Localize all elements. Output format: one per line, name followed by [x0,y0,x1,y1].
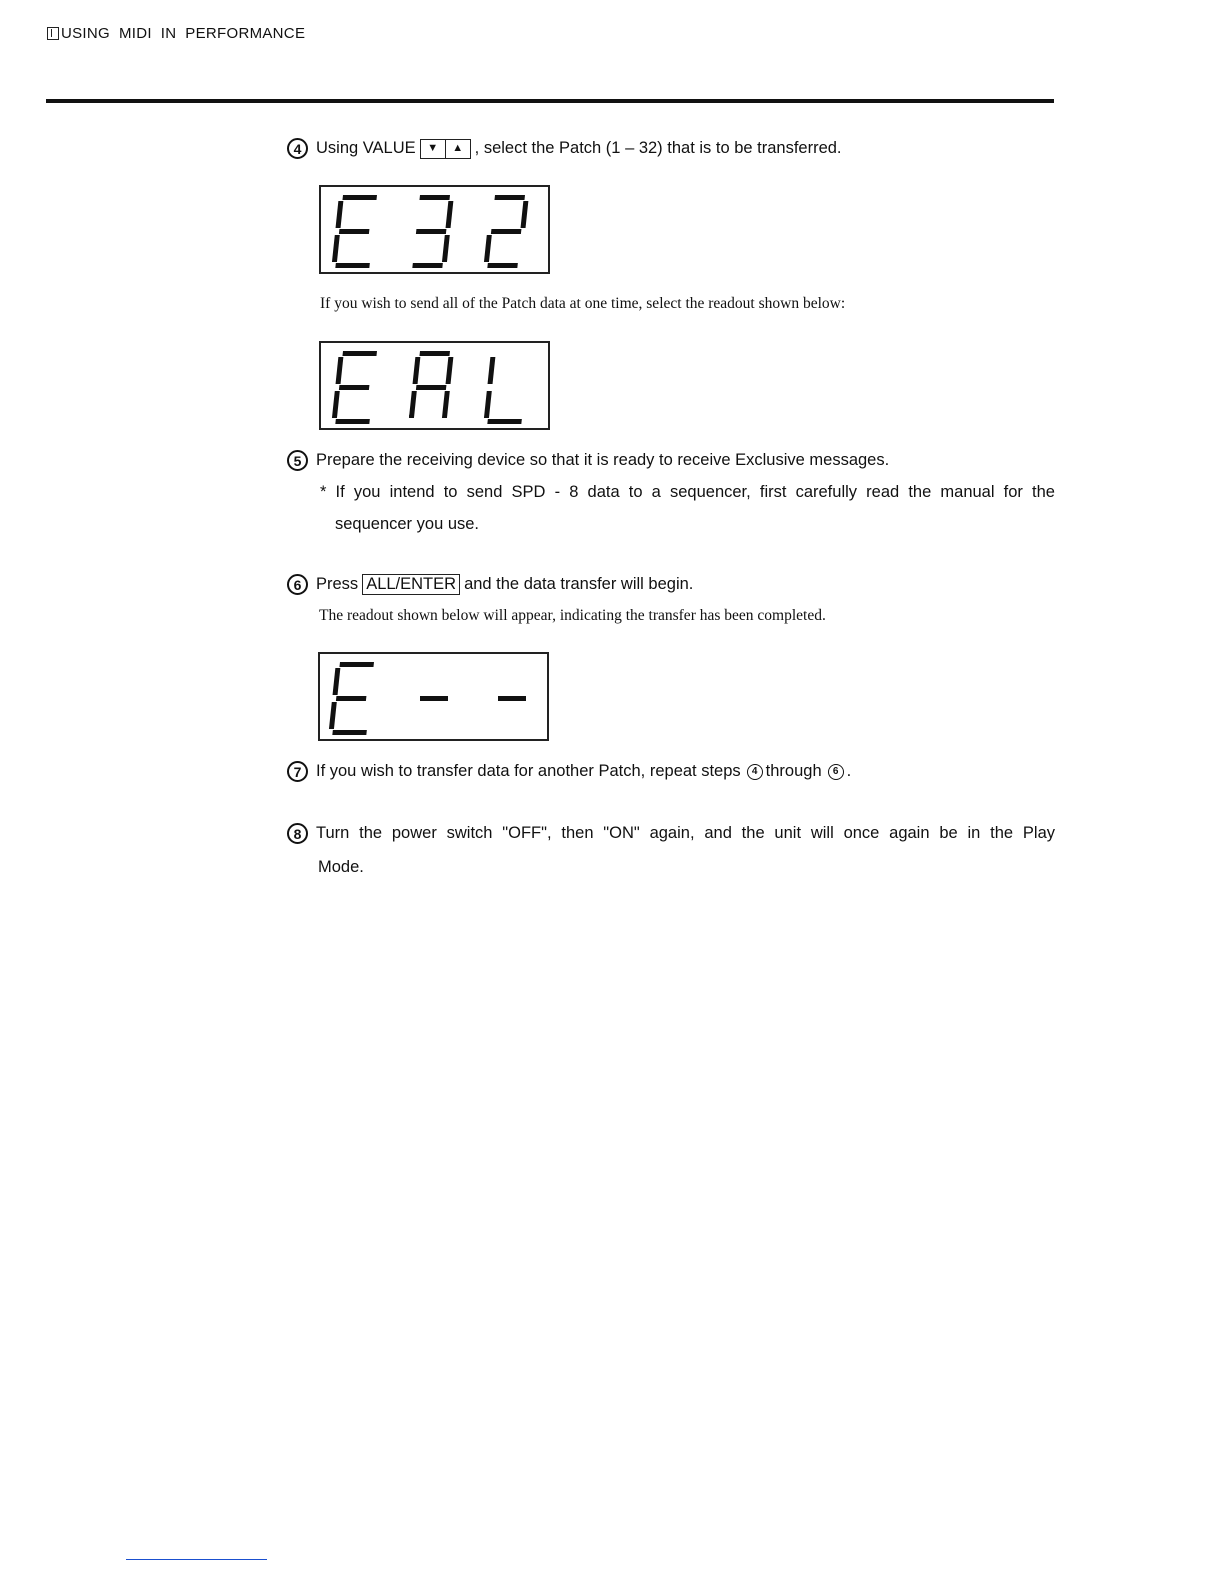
step-7-through: through [765,762,822,780]
seven-segment-display [320,654,547,739]
lcd-readout-eal [319,341,550,430]
step-number-4: 4 [287,138,308,159]
page-header [47,25,305,42]
step-5-note-line-1: * If you intend to send SPD - 8 data to a sequencer, first carefully read the manual for the [320,483,1055,501]
all-enter-button-label: ALL/ENTER [362,574,460,595]
step-4-prefix: Using VALUE [316,139,416,157]
value-up-key: ▲ [446,139,471,159]
step-8-line-2: Mode. [318,858,364,876]
step-ref-4: 4 [747,764,763,780]
header-rule [46,99,1054,103]
step-6-prefix: Press [316,575,359,593]
lcd-readout-e32 [319,185,550,274]
step-8 [287,823,1055,844]
step-7-end: . [846,762,852,780]
step-4 [287,138,842,159]
seven-segment-display [321,343,548,428]
step-ref-6: 6 [828,764,844,780]
step-6 [287,574,693,595]
lcd-readout-e-dash-dash [318,652,549,741]
step-5-text: Prepare the receiving device so that it is ready to receive Exclusive messages. [316,451,890,469]
step-4-suffix: , select the Patch (1 – 32) that is to be transferred. [474,139,842,157]
value-keys [420,139,471,159]
step-number-8: 8 [287,823,308,844]
scan-artifact-line [126,1559,267,1560]
send-all-note: If you wish to send all of the Patch data at one time, select the readout shown below: [320,295,846,312]
step-number-6: 6 [287,574,308,595]
step-5 [287,450,889,471]
step-number-7: 7 [287,761,308,782]
section-icon [47,27,59,40]
step-6-suffix: and the data transfer will begin. [464,575,694,593]
transfer-complete-note: The readout shown below will appear, indicating the transfer has been completed. [319,607,826,624]
seven-segment-display [321,187,548,272]
step-number-5: 5 [287,450,308,471]
step-7-text: If you wish to transfer data for another Patch, repeat steps [316,762,741,780]
step-7 [287,761,851,782]
step-8-line-1: Turn the power switch "OFF", then "ON" again, and the unit will once again be in the Play [316,824,1055,842]
header-title: USING MIDI IN PERFORMANCE [61,25,306,42]
step-5-note-line-2: sequencer you use. [335,515,480,533]
value-down-key: ▼ [420,139,446,159]
